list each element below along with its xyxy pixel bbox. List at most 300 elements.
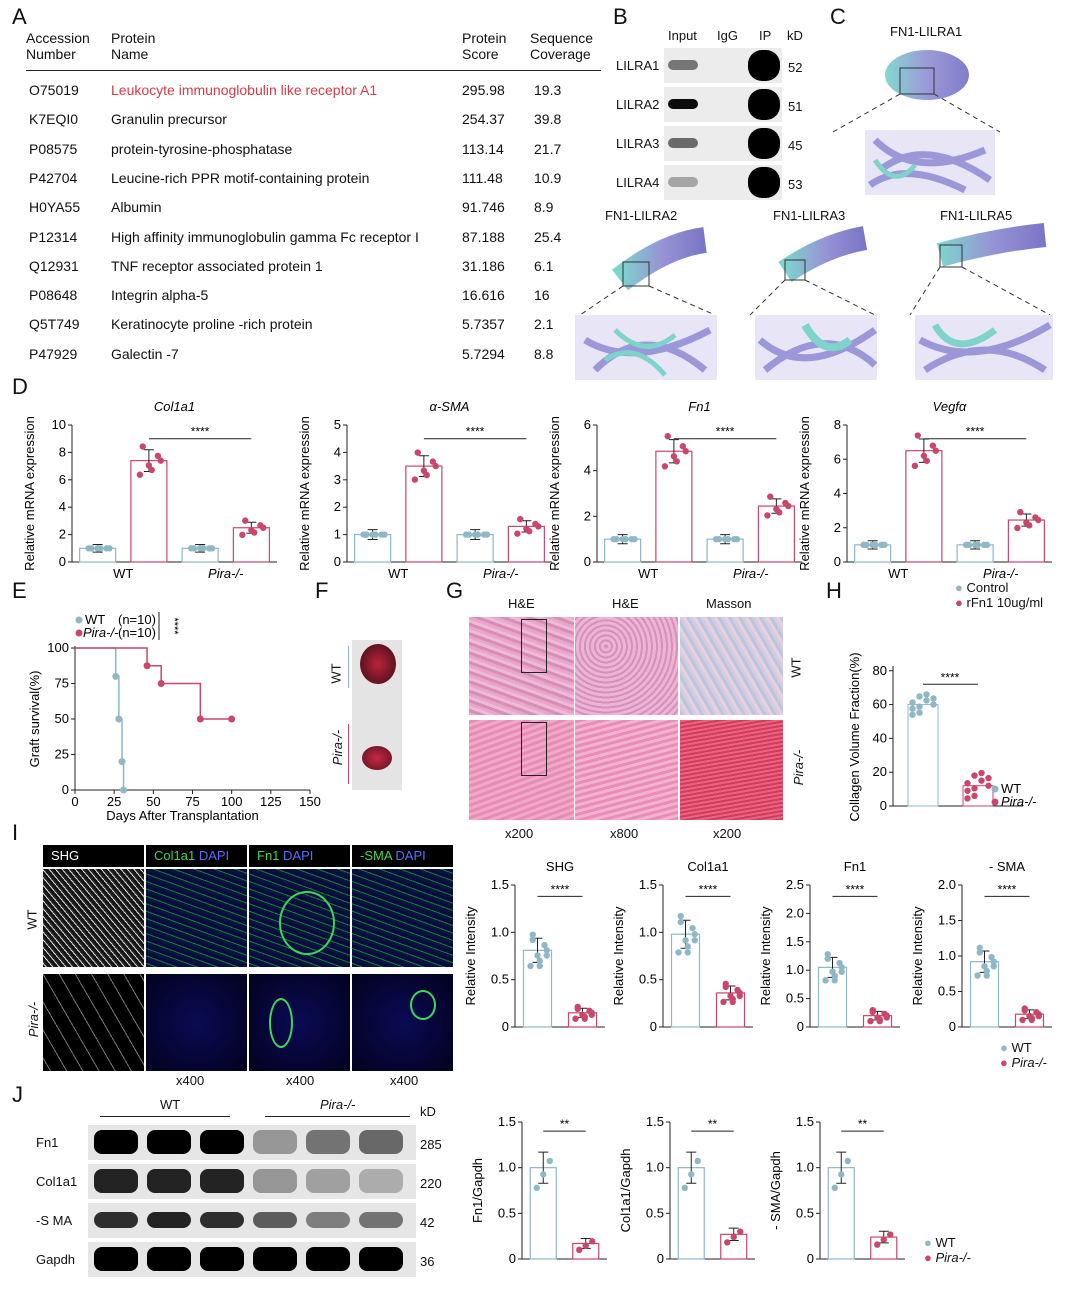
graft-wt	[360, 644, 396, 684]
j-group-line-pira	[265, 1116, 410, 1117]
intensity-chart	[465, 855, 615, 1040]
y-tick-label: 6	[58, 471, 66, 487]
y-tick-label: 2.0	[937, 877, 956, 892]
mrna-chart	[545, 395, 815, 585]
mrna-chart	[295, 395, 565, 585]
data-point	[838, 1171, 844, 1177]
data-point	[716, 536, 722, 542]
y-axis-label: Collagen Volume Fraction(%)	[847, 652, 862, 822]
y-axis-label: Relative Intensity	[463, 906, 478, 1006]
y-tick-label: 2	[58, 526, 66, 542]
blot-col-kd: kD	[787, 28, 803, 43]
data-point	[665, 433, 671, 439]
docking-structures	[575, 40, 1080, 380]
data-point	[242, 517, 248, 523]
data-point	[863, 542, 869, 548]
accession-cell: P08575	[29, 140, 78, 157]
data-point	[526, 528, 532, 534]
he-pira-x800	[575, 720, 678, 820]
coverage-cell: 2.1	[534, 316, 554, 333]
i-mag-1: x400	[176, 1073, 205, 1088]
blot-col-input: Input	[668, 28, 697, 43]
axis	[962, 885, 1052, 1027]
data-point	[475, 531, 481, 537]
axis	[522, 1122, 607, 1259]
blot-strip	[88, 1203, 416, 1238]
y-tick-label: 0	[58, 554, 66, 569]
data-point	[683, 448, 689, 454]
masson-wt-x200	[680, 617, 783, 715]
axis	[670, 1122, 755, 1259]
y-tick-label: 0	[508, 1251, 516, 1266]
legend-rfn1: ● rFn1 10ug/ml	[955, 595, 1044, 610]
data-point	[725, 536, 731, 542]
blot-kd: 53	[788, 177, 803, 192]
group-label: Pira-/-	[983, 566, 1019, 581]
score-cell: 5.7294	[462, 345, 505, 362]
bar	[758, 506, 794, 562]
data-point	[724, 1239, 730, 1245]
y-tick-label: 0	[61, 782, 69, 797]
j-row-kd: 42	[420, 1215, 435, 1230]
coverage-cell: 39.8	[534, 111, 562, 128]
data-point	[985, 783, 991, 789]
y-tick-label: 0.5	[638, 971, 657, 987]
data-point	[734, 536, 740, 542]
data-point	[149, 467, 155, 473]
data-point	[977, 949, 983, 955]
y-axis-label: Fn1/Gapdh	[470, 1157, 485, 1224]
data-point	[984, 972, 990, 978]
y-tick-label: 3	[333, 471, 341, 487]
data-point	[776, 509, 782, 515]
data-point	[916, 709, 922, 715]
f-bar-wt	[348, 646, 349, 688]
f-bar-pira	[348, 724, 349, 784]
group-label: WT	[388, 566, 409, 581]
he-wt-x200	[469, 617, 574, 715]
score-cell: 113.14	[462, 140, 504, 157]
data-point	[1022, 1007, 1028, 1013]
data-point	[527, 963, 533, 969]
j-kd-header: kD	[420, 1104, 436, 1119]
score-cell: 254.37	[462, 111, 505, 128]
data-point	[158, 457, 164, 463]
data-point	[832, 977, 838, 983]
chart-title: α-SMA	[429, 399, 470, 414]
data-point	[874, 1241, 880, 1247]
blot-strip	[88, 1242, 416, 1277]
y-tick-label: 1.0	[645, 1159, 664, 1175]
protein-name-cell: TNF receptor associated protein 1	[111, 257, 323, 274]
i-header-channel: SHG	[51, 848, 80, 863]
y-tick-label: 1.5	[795, 1114, 814, 1129]
j-row-label: -S MA	[36, 1213, 73, 1228]
panel-label-e: E	[12, 578, 27, 603]
chart-title: Fn1	[688, 399, 711, 414]
y-tick-label: 20	[872, 764, 887, 780]
data-point	[692, 937, 698, 943]
data-point	[424, 472, 430, 478]
data-point	[984, 542, 990, 548]
data-point	[466, 531, 472, 537]
data-point	[537, 963, 543, 969]
x-tick-label: 125	[259, 794, 282, 809]
blot-row-label: LILRA3	[616, 136, 660, 151]
score-cell: 31.186	[462, 257, 505, 274]
data-point	[106, 545, 112, 551]
survival-chart	[25, 600, 321, 825]
fluorescence-image	[249, 869, 350, 967]
group-label: WT	[888, 566, 909, 581]
data-point	[881, 1236, 887, 1242]
y-tick-label: 1.5	[497, 1114, 516, 1129]
group-label: WT	[113, 566, 134, 581]
data-point	[631, 536, 637, 542]
mrna-chart	[795, 395, 1065, 585]
data-point	[688, 1171, 694, 1177]
data-point	[484, 531, 490, 537]
i-header-dapi: DAPI	[198, 848, 230, 863]
j-row-kd: 285	[420, 1137, 442, 1152]
data-point	[517, 516, 523, 522]
data-point	[514, 530, 520, 536]
ratio-chart	[618, 1100, 768, 1285]
y-tick-label: 2	[583, 508, 591, 524]
x-axis-label: Days After Transplantation	[106, 808, 259, 823]
data-point	[119, 758, 126, 765]
data-point	[120, 787, 127, 794]
y-tick-label: 4	[58, 499, 66, 515]
blot-row-label: LILRA4	[616, 175, 660, 190]
data-point	[158, 680, 165, 687]
data-point	[191, 545, 197, 551]
data-point	[572, 1016, 578, 1022]
significance-label: ****	[715, 424, 735, 439]
data-point	[978, 770, 984, 776]
data-point	[971, 793, 977, 799]
accession-cell: P08648	[29, 287, 78, 304]
significance-label: ****	[550, 882, 570, 897]
bar	[908, 705, 938, 806]
survival-curve-pira	[75, 648, 232, 719]
data-point	[251, 529, 257, 535]
y-tick-label: 5	[333, 417, 341, 432]
data-point	[912, 463, 918, 469]
y-tick-label: 0.5	[645, 1205, 664, 1221]
blot-strip	[88, 1164, 416, 1199]
legend-dot-pira	[992, 799, 999, 806]
bar	[131, 461, 167, 562]
chart-title: Col1a1	[153, 399, 196, 414]
data-point	[964, 795, 970, 801]
axis	[515, 885, 605, 1027]
data-point	[674, 458, 680, 464]
data-point	[887, 1231, 893, 1237]
score-cell: 5.7357	[462, 316, 505, 333]
structure-fn1-lilra1	[833, 50, 1000, 195]
significance-label: **	[559, 1117, 570, 1132]
score-cell: 91.746	[462, 199, 505, 216]
legend-wt: WT	[1001, 781, 1022, 796]
chart-title: Col1a1	[687, 859, 729, 874]
data-point	[909, 699, 915, 705]
score-cell: 87.188	[462, 228, 505, 245]
data-point	[723, 984, 729, 990]
i-header	[146, 845, 247, 867]
data-point	[682, 1185, 688, 1191]
coverage-cell: 8.8	[534, 345, 554, 362]
chart-title: Fn1	[843, 859, 867, 874]
y-tick-label: 1.0	[490, 924, 509, 940]
legend-wt: WT	[85, 612, 106, 627]
y-tick-label: 0	[656, 1251, 664, 1266]
data-point	[964, 788, 970, 794]
y-tick-label: 6	[583, 417, 591, 432]
protein-name-cell: Leucine-rich PPR motif-containing protein	[111, 169, 370, 186]
coverage-cell: 6.1	[534, 257, 554, 274]
y-tick-label: 50	[54, 711, 69, 726]
y-tick-label: 1.0	[497, 1159, 516, 1175]
data-point	[433, 463, 439, 469]
ratio-chart	[768, 1100, 918, 1285]
score-cell: 16.616	[462, 287, 505, 304]
data-point	[737, 1228, 743, 1234]
protein-name-cell: Albumin	[111, 199, 162, 216]
data-point	[685, 949, 691, 955]
y-tick-label: 4	[333, 444, 341, 460]
significance-label: **	[707, 1117, 718, 1132]
y-axis-label: Relative Intensity	[758, 906, 773, 1006]
data-point	[916, 693, 922, 699]
y-tick-label: 1.0	[638, 924, 657, 940]
protein-name-cell: protein-tyrosine-phosphatase	[111, 140, 293, 157]
y-tick-label: 75	[54, 675, 69, 691]
data-point	[1029, 1017, 1035, 1023]
data-point	[720, 999, 726, 1005]
blot-col-igg: IgG	[717, 28, 738, 43]
legend-d	[955, 580, 1043, 610]
f-label-wt: WT	[328, 663, 344, 684]
y-tick-label: 4	[833, 485, 841, 501]
coverage-cell: 25.4	[534, 228, 562, 245]
blot-row-label: LILRA1	[616, 58, 660, 73]
data-point	[144, 662, 151, 669]
x-tick-label: 150	[299, 794, 321, 809]
y-tick-label: 100	[47, 640, 69, 655]
blot-kd: 51	[788, 99, 803, 114]
accession-cell: Q5T749	[29, 316, 80, 333]
chart-title: SHG	[545, 859, 575, 874]
y-tick-label: 0	[649, 1019, 657, 1034]
significance-label: ****	[845, 882, 865, 897]
g-mag-2: x800	[610, 826, 639, 841]
i-row-pira: Pira-/-	[26, 1001, 42, 1038]
data-point	[535, 523, 541, 529]
y-tick-label: 1.0	[785, 962, 804, 978]
graft-photo	[352, 640, 402, 790]
y-tick-label: 80	[872, 662, 887, 678]
y-tick-label: 1.0	[795, 1159, 814, 1175]
axis	[663, 885, 753, 1027]
axis	[597, 425, 802, 562]
y-tick-label: 0.5	[785, 990, 804, 1006]
fluorescence-image	[146, 974, 247, 1071]
data-point	[381, 531, 387, 537]
panel-label-a: A	[12, 4, 27, 29]
data-point	[140, 443, 146, 449]
j-row-label: Gapdh	[36, 1252, 76, 1267]
data-point	[137, 472, 143, 478]
data-point	[933, 447, 939, 453]
data-point	[540, 1171, 546, 1177]
protein-name-cell: Integrin alpha-5	[111, 287, 209, 304]
y-tick-label: 2	[333, 499, 341, 515]
header-protein-name: Protein Name	[111, 30, 156, 62]
legend-pira: ● Pira-/-	[924, 1250, 971, 1265]
accession-cell: P42704	[29, 169, 78, 186]
data-point	[971, 772, 977, 778]
structure-title-2: FN1-LILRA2	[605, 208, 678, 223]
significance-label: ****	[190, 424, 210, 439]
data-point	[915, 432, 921, 438]
data-point	[544, 952, 550, 958]
data-point	[695, 1158, 701, 1164]
blot-strip	[88, 1125, 416, 1160]
data-point	[613, 536, 619, 542]
accession-cell: K7EQI0	[29, 111, 79, 128]
data-point	[197, 716, 204, 723]
fluorescence-image	[352, 869, 453, 967]
data-point	[845, 1158, 851, 1164]
data-point	[1036, 1013, 1042, 1019]
score-cell: 295.98	[462, 82, 505, 98]
y-tick-label: 0	[796, 1019, 804, 1034]
bar	[906, 451, 942, 562]
data-point	[923, 697, 929, 703]
data-point	[737, 993, 743, 999]
header-rule	[26, 70, 601, 71]
y-tick-label: 10	[51, 417, 66, 432]
g-row-pira: Pira-/-	[791, 749, 807, 786]
i-header-channel: -SMA	[360, 848, 392, 863]
legend-dot-pira	[76, 630, 83, 637]
y-tick-label: 4	[583, 462, 591, 478]
panel-label-g: G	[446, 578, 464, 603]
legend-n-pira: (n=10)	[118, 625, 156, 640]
data-point	[582, 1016, 588, 1022]
panel-label-f: F	[315, 578, 329, 603]
data-point	[785, 503, 791, 509]
data-point	[583, 1242, 589, 1248]
intensity-chart	[912, 855, 1062, 1040]
data-point	[822, 977, 828, 983]
legend-pira: Pira-/-	[1001, 794, 1037, 809]
data-point	[909, 712, 915, 718]
data-point	[662, 463, 668, 469]
significance-label: ****	[465, 424, 485, 439]
y-tick-label: 2.5	[785, 877, 804, 892]
data-point	[975, 542, 981, 548]
data-point	[415, 449, 421, 455]
axis	[75, 646, 310, 790]
significance-label: ****	[965, 424, 985, 439]
fluorescence-image	[43, 974, 144, 1071]
header-coverage: Sequence Coverage	[530, 30, 594, 62]
panel-label-h: H	[826, 578, 842, 603]
axis	[820, 1122, 905, 1259]
blot-col-ip: IP	[759, 28, 772, 43]
y-tick-label: 1.5	[490, 877, 509, 892]
y-axis-label: Relative mRNA expression	[22, 416, 37, 571]
x-tick-label: 100	[220, 794, 243, 809]
bar	[656, 451, 692, 562]
data-point	[881, 542, 887, 548]
coverage-cell: 10.9	[534, 169, 562, 186]
data-point	[930, 695, 936, 701]
y-axis-label: - SMA/Gapdh	[768, 1151, 783, 1230]
data-point	[909, 705, 915, 711]
i-header	[352, 845, 453, 867]
blot-row-label: LILRA2	[616, 97, 660, 112]
data-point	[978, 777, 984, 783]
significance-label: ****	[940, 670, 960, 685]
data-point	[88, 545, 94, 551]
data-point	[767, 493, 773, 499]
accession-cell: O75019	[29, 82, 79, 98]
legend-pira: Pira-/-	[83, 625, 119, 640]
fluorescence-image	[352, 974, 453, 1071]
fluorescence-image	[43, 869, 144, 967]
data-point	[971, 785, 977, 791]
y-tick-label: 1.5	[937, 912, 956, 928]
y-tick-label: 0.5	[490, 971, 509, 987]
bar	[406, 466, 442, 562]
j-group-pira: Pira-/-	[320, 1097, 356, 1112]
g-mag-1: x200	[505, 826, 534, 841]
y-axis-label: Relative Intensity	[910, 906, 925, 1006]
y-tick-label: 1.5	[638, 877, 657, 892]
protein-name-cell: Keratinocyte proline -rich protein	[111, 316, 313, 333]
data-point	[589, 1238, 595, 1244]
blot-kd: 52	[788, 60, 803, 75]
intensity-chart	[760, 855, 910, 1040]
structure-fn1-lilra2	[575, 240, 717, 380]
structure-title-4: FN1-LILRA5	[940, 208, 1013, 223]
mrna-chart	[20, 395, 290, 585]
data-point	[534, 1185, 540, 1191]
data-point	[991, 963, 997, 969]
data-point	[576, 1247, 582, 1253]
chart-title: - SMA	[988, 859, 1026, 874]
data-point	[547, 1158, 553, 1164]
y-tick-label: 1	[333, 526, 341, 542]
j-row-label: Fn1	[36, 1135, 59, 1150]
structure-fn1-lilra5	[910, 235, 1053, 380]
y-axis-label: Relative mRNA expression	[547, 416, 562, 571]
y-tick-label: 0	[583, 554, 591, 569]
panel-label-i: I	[12, 820, 19, 845]
g-col-he2: H&E	[612, 596, 639, 611]
significance-label: **	[857, 1117, 868, 1132]
significance-label: ****	[997, 882, 1017, 897]
y-axis-label: Relative Intensity	[611, 906, 626, 1006]
data-point	[239, 532, 245, 538]
j-row-kd: 220	[420, 1176, 442, 1191]
protein-name-cell: High affinity immunoglobulin gamma Fc receptor I	[111, 228, 419, 245]
ratio-chart	[470, 1100, 620, 1285]
masson-pira-x200	[680, 720, 783, 820]
